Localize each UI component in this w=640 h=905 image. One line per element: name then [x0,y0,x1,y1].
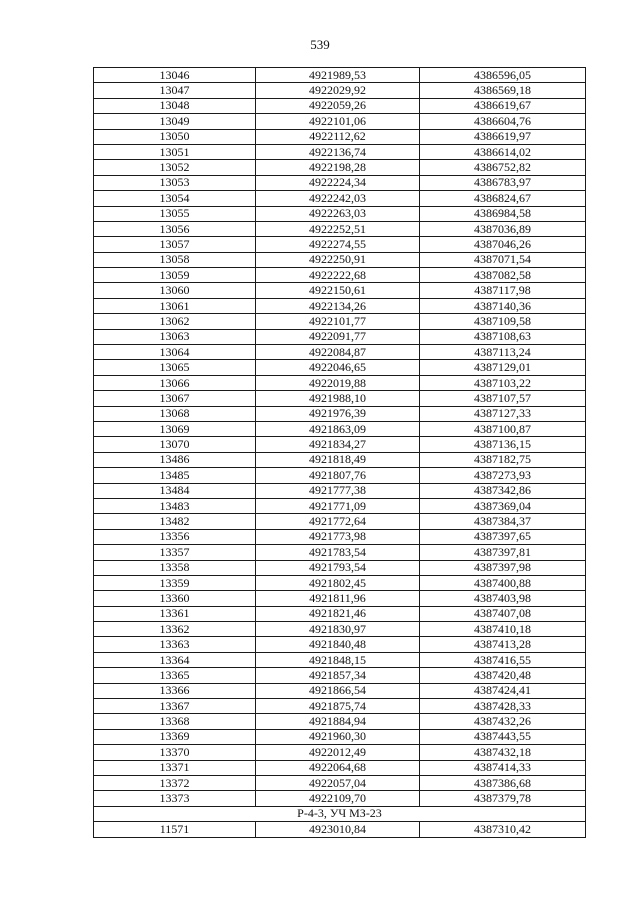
y-coordinate-cell: 4387420,48 [420,668,586,683]
point-number-cell: 13370 [94,745,256,760]
x-coordinate-cell: 4921863,09 [256,421,420,436]
table-row [94,591,586,606]
x-coordinate-cell: 4922109,70 [256,791,420,806]
point-number-cell: 13046 [94,68,256,83]
point-number-cell: 13049 [94,114,256,129]
table-row [94,683,586,698]
table-row [94,237,586,252]
y-coordinate-cell: 4387082,58 [420,268,586,283]
point-number-cell: 13371 [94,760,256,775]
y-coordinate-cell: 4386824,67 [420,191,586,206]
y-coordinate-cell: 4387342,86 [420,483,586,498]
point-number-cell: 13067 [94,391,256,406]
table-row [94,760,586,775]
x-coordinate-cell: 4923010,84 [256,822,420,837]
point-number-cell: 11571 [94,822,256,837]
x-coordinate-cell: 4921772,64 [256,514,420,529]
point-number-cell: 13047 [94,83,256,98]
x-coordinate-cell: 4921811,96 [256,591,420,606]
y-coordinate-cell: 4387108,63 [420,329,586,344]
table-row [94,68,586,83]
point-number-cell: 13482 [94,514,256,529]
y-coordinate-cell: 4387400,88 [420,575,586,590]
x-coordinate-cell: 4921988,10 [256,391,420,406]
x-coordinate-cell: 4921857,34 [256,668,420,683]
y-coordinate-cell: 4387100,87 [420,421,586,436]
y-coordinate-cell: 4387397,98 [420,560,586,575]
x-coordinate-cell: 4922263,03 [256,206,420,221]
x-coordinate-cell: 4921783,54 [256,545,420,560]
x-coordinate-cell: 4922134,26 [256,298,420,313]
x-coordinate-cell: 4922064,68 [256,760,420,775]
table-row [94,175,586,190]
table-row [94,714,586,729]
x-coordinate-cell: 4922250,91 [256,252,420,267]
y-coordinate-cell: 4387410,18 [420,622,586,637]
table-row [94,375,586,390]
point-number-cell: 13363 [94,637,256,652]
y-coordinate-cell: 4387071,54 [420,252,586,267]
y-coordinate-cell: 4387036,89 [420,221,586,236]
x-coordinate-cell: 4921875,74 [256,699,420,714]
table-row [94,637,586,652]
x-coordinate-cell: 4921976,39 [256,406,420,421]
x-coordinate-cell: 4922242,03 [256,191,420,206]
table-row [94,391,586,406]
table-row [94,83,586,98]
table-row [94,545,586,560]
y-coordinate-cell: 4387424,41 [420,683,586,698]
x-coordinate-cell: 4922136,74 [256,144,420,159]
table-row [94,668,586,683]
y-coordinate-cell: 4387432,26 [420,714,586,729]
table-row [94,575,586,590]
point-number-cell: 13055 [94,206,256,221]
coordinates-table [93,67,586,838]
point-number-cell: 13486 [94,452,256,467]
x-coordinate-cell: 4922091,77 [256,329,420,344]
y-coordinate-cell: 4387103,22 [420,375,586,390]
y-coordinate-cell: 4387397,81 [420,545,586,560]
x-coordinate-cell: 4921771,09 [256,498,420,513]
point-number-cell: 13062 [94,314,256,329]
point-number-cell: 13360 [94,591,256,606]
x-coordinate-cell: 4922029,92 [256,83,420,98]
y-coordinate-cell: 4387432,18 [420,745,586,760]
section-row [94,806,586,821]
point-number-cell: 13357 [94,545,256,560]
x-coordinate-cell: 4922019,88 [256,375,420,390]
coordinates-table-body [94,68,586,838]
table-row [94,129,586,144]
y-coordinate-cell: 4387129,01 [420,360,586,375]
table-row [94,514,586,529]
x-coordinate-cell: 4922274,55 [256,237,420,252]
point-number-cell: 13367 [94,699,256,714]
x-coordinate-cell: 4922084,87 [256,345,420,360]
point-number-cell: 13052 [94,160,256,175]
x-coordinate-cell: 4922046,65 [256,360,420,375]
point-number-cell: 13057 [94,237,256,252]
point-number-cell: 13483 [94,498,256,513]
x-coordinate-cell: 4922222,68 [256,268,420,283]
x-coordinate-cell: 4921960,30 [256,729,420,744]
table-row [94,98,586,113]
table-row [94,560,586,575]
x-coordinate-cell: 4921807,76 [256,468,420,483]
y-coordinate-cell: 4386619,97 [420,129,586,144]
point-number-cell: 13362 [94,622,256,637]
point-number-cell: 13058 [94,252,256,267]
y-coordinate-cell: 4387386,68 [420,775,586,790]
y-coordinate-cell: 4387407,08 [420,606,586,621]
table-row [94,283,586,298]
y-coordinate-cell: 4387414,33 [420,760,586,775]
y-coordinate-cell: 4387127,33 [420,406,586,421]
y-coordinate-cell: 4387428,33 [420,699,586,714]
table-row [94,483,586,498]
y-coordinate-cell: 4387107,57 [420,391,586,406]
point-number-cell: 13069 [94,421,256,436]
table-row [94,699,586,714]
y-coordinate-cell: 4386596,05 [420,68,586,83]
table-row [94,191,586,206]
y-coordinate-cell: 4387397,65 [420,529,586,544]
y-coordinate-cell: 4386783,97 [420,175,586,190]
table-row [94,268,586,283]
table-row [94,437,586,452]
y-coordinate-cell: 4387046,26 [420,237,586,252]
point-number-cell: 13050 [94,129,256,144]
table-row [94,421,586,436]
point-number-cell: 13485 [94,468,256,483]
x-coordinate-cell: 4921866,54 [256,683,420,698]
table-row [94,468,586,483]
x-coordinate-cell: 4922252,51 [256,221,420,236]
table-row [94,622,586,637]
x-coordinate-cell: 4922012,49 [256,745,420,760]
x-coordinate-cell: 4921821,46 [256,606,420,621]
table-row [94,729,586,744]
point-number-cell: 13369 [94,729,256,744]
table-row [94,606,586,621]
point-number-cell: 13059 [94,268,256,283]
y-coordinate-cell: 4387416,55 [420,652,586,667]
y-coordinate-cell: 4386619,67 [420,98,586,113]
y-coordinate-cell: 4387379,78 [420,791,586,806]
x-coordinate-cell: 4922198,28 [256,160,420,175]
table-row [94,652,586,667]
point-number-cell: 13368 [94,714,256,729]
table-row [94,329,586,344]
y-coordinate-cell: 4386604,76 [420,114,586,129]
y-coordinate-cell: 4387310,42 [420,822,586,837]
point-number-cell: 13358 [94,560,256,575]
point-number-cell: 13070 [94,437,256,452]
x-coordinate-cell: 4922150,61 [256,283,420,298]
y-coordinate-cell: 4387413,28 [420,637,586,652]
y-coordinate-cell: 4386984,58 [420,206,586,221]
x-coordinate-cell: 4921802,45 [256,575,420,590]
point-number-cell: 13359 [94,575,256,590]
x-coordinate-cell: 4921834,27 [256,437,420,452]
x-coordinate-cell: 4921773,98 [256,529,420,544]
table-row [94,206,586,221]
x-coordinate-cell: 4921884,94 [256,714,420,729]
table-row [94,360,586,375]
table-row [94,144,586,159]
x-coordinate-cell: 4921793,54 [256,560,420,575]
x-coordinate-cell: 4922112,62 [256,129,420,144]
point-number-cell: 13056 [94,221,256,236]
x-coordinate-cell: 4921818,49 [256,452,420,467]
table-row [94,221,586,236]
section-title: Р-4-3, УЧ МЗ-23 [94,806,586,821]
x-coordinate-cell: 4921830,97 [256,622,420,637]
x-coordinate-cell: 4922224,34 [256,175,420,190]
point-number-cell: 13054 [94,191,256,206]
y-coordinate-cell: 4387403,98 [420,591,586,606]
table-row [94,745,586,760]
point-number-cell: 13053 [94,175,256,190]
page-number: 539 [310,37,330,52]
table-row [94,775,586,790]
point-number-cell: 13372 [94,775,256,790]
point-number-cell: 13048 [94,98,256,113]
y-coordinate-cell: 4387443,55 [420,729,586,744]
y-coordinate-cell: 4387109,58 [420,314,586,329]
table-row [94,791,586,806]
table-row [94,160,586,175]
y-coordinate-cell: 4387384,37 [420,514,586,529]
table-row [94,298,586,313]
point-number-cell: 13484 [94,483,256,498]
x-coordinate-cell: 4921777,38 [256,483,420,498]
table-row [94,114,586,129]
y-coordinate-cell: 4386752,82 [420,160,586,175]
point-number-cell: 13365 [94,668,256,683]
point-number-cell: 13063 [94,329,256,344]
x-coordinate-cell: 4922059,26 [256,98,420,113]
y-coordinate-cell: 4386614,02 [420,144,586,159]
table-row [94,406,586,421]
table-row [94,252,586,267]
y-coordinate-cell: 4387182,75 [420,452,586,467]
table-row [94,529,586,544]
table-row [94,345,586,360]
y-coordinate-cell: 4387113,24 [420,345,586,360]
point-number-cell: 13051 [94,144,256,159]
y-coordinate-cell: 4387273,93 [420,468,586,483]
point-number-cell: 13064 [94,345,256,360]
point-number-cell: 13068 [94,406,256,421]
x-coordinate-cell: 4922101,06 [256,114,420,129]
point-number-cell: 13373 [94,791,256,806]
y-coordinate-cell: 4387117,98 [420,283,586,298]
table-row [94,822,586,837]
point-number-cell: 13066 [94,375,256,390]
point-number-cell: 13061 [94,298,256,313]
x-coordinate-cell: 4922057,04 [256,775,420,790]
y-coordinate-cell: 4386569,18 [420,83,586,98]
table-row [94,498,586,513]
point-number-cell: 13065 [94,360,256,375]
y-coordinate-cell: 4387136,15 [420,437,586,452]
y-coordinate-cell: 4387140,36 [420,298,586,313]
x-coordinate-cell: 4921840,48 [256,637,420,652]
point-number-cell: 13356 [94,529,256,544]
y-coordinate-cell: 4387369,04 [420,498,586,513]
point-number-cell: 13361 [94,606,256,621]
table-row [94,452,586,467]
point-number-cell: 13364 [94,652,256,667]
x-coordinate-cell: 4922101,77 [256,314,420,329]
point-number-cell: 13366 [94,683,256,698]
x-coordinate-cell: 4921989,53 [256,68,420,83]
point-number-cell: 13060 [94,283,256,298]
table-row [94,314,586,329]
x-coordinate-cell: 4921848,15 [256,652,420,667]
